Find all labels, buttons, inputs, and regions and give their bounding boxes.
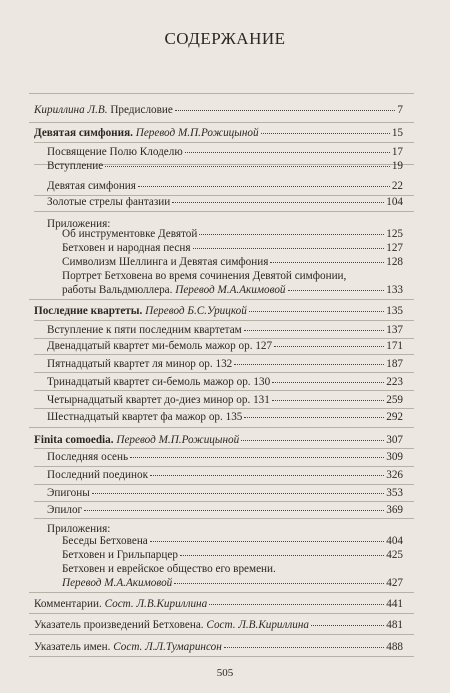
dot-leader <box>272 382 384 383</box>
toc-page-number: 259 <box>386 394 403 406</box>
toc-page-number: 309 <box>386 451 403 463</box>
toc-entry[interactable] <box>47 376 403 389</box>
toc-section-entry[interactable] <box>34 305 403 318</box>
section-divider <box>29 613 414 614</box>
dot-leader <box>150 541 384 542</box>
toc-page-number: 125 <box>386 228 403 240</box>
toc-entry[interactable] <box>62 577 403 590</box>
divider <box>34 390 414 391</box>
dot-leader <box>241 440 384 441</box>
toc-entry[interactable] <box>47 340 403 353</box>
divider <box>34 211 414 212</box>
toc-page-number: 137 <box>386 324 403 336</box>
dot-leader <box>261 133 390 134</box>
toc-page-number: 427 <box>386 577 403 589</box>
toc-page-number: 369 <box>386 504 403 516</box>
dot-leader <box>224 647 384 648</box>
toc-page-number: 127 <box>386 242 403 254</box>
dot-leader <box>272 400 384 401</box>
toc-entry-title: Девятая симфония <box>47 180 136 192</box>
toc-entry-title: Беседы Бетховена <box>62 535 148 547</box>
toc-entry[interactable] <box>62 242 403 255</box>
divider <box>34 501 414 502</box>
dot-leader <box>311 625 384 626</box>
toc-page-number: 104 <box>386 196 403 208</box>
toc-page-number: 441 <box>386 598 403 610</box>
divider <box>34 466 414 467</box>
toc-page-number: 223 <box>386 376 403 388</box>
section-divider <box>29 299 414 300</box>
toc-entry-title: работы Вальдмюллера. Перевод М.А.Акимовой <box>62 284 286 296</box>
divider <box>34 408 414 409</box>
toc-page-number: 15 <box>391 127 403 139</box>
divider <box>34 448 414 449</box>
page-title: СОДЕРЖАНИЕ <box>164 29 286 48</box>
dot-leader <box>175 110 396 111</box>
dot-leader <box>185 152 390 153</box>
dot-leader <box>150 475 384 476</box>
toc-entry-title: Бетховен и еврейское общество его времени. <box>62 563 276 575</box>
toc-section-entry[interactable] <box>34 434 403 447</box>
toc-page-number: 353 <box>386 487 403 499</box>
toc-page-number: 128 <box>386 256 403 268</box>
toc-entry[interactable] <box>62 549 403 562</box>
dot-leader <box>138 186 390 187</box>
dot-leader <box>234 364 384 365</box>
dot-leader <box>105 166 390 167</box>
toc-entry-title: Шестнадцатый квартет фа мажор ор. 135 <box>47 411 243 423</box>
toc-entry-title: Тринадцатый квартет си-бемоль мажор ор. 130 <box>47 376 271 388</box>
divider <box>34 372 414 373</box>
toc-entry-title: Посвящение Полю Клоделю <box>47 146 183 158</box>
toc-entry[interactable] <box>34 619 403 632</box>
toc-page-number: 17 <box>391 146 403 158</box>
dot-leader <box>92 493 384 494</box>
toc-entry[interactable] <box>47 451 403 464</box>
toc-page-number: 133 <box>386 284 403 296</box>
section-divider <box>29 592 414 593</box>
toc-entry-title: Finita comoedia. Перевод М.П.Рожицыной <box>34 434 240 446</box>
toc-entry-title: Бетховен и народная песня <box>62 242 191 254</box>
dot-leader <box>199 234 384 235</box>
dot-leader <box>174 583 384 584</box>
toc-entry-title: Последние квартеты. Перевод Б.С.Урицкой <box>34 305 247 317</box>
toc-entry[interactable] <box>47 358 403 371</box>
toc-page-number: 187 <box>386 358 403 370</box>
toc-entry-title: Перевод М.А.Акимовой <box>62 577 173 589</box>
toc-entry-title: Бетховен и Грильпарцер <box>62 549 178 561</box>
toc-entry[interactable] <box>62 228 403 241</box>
section-divider <box>29 122 414 123</box>
toc-entry[interactable] <box>47 411 403 424</box>
toc-entry[interactable] <box>47 394 403 407</box>
toc-entry-title: Указатель имен. Сост. Л.Л.Тумаринсон <box>34 641 222 653</box>
toc-entry[interactable] <box>47 196 403 209</box>
toc-entry[interactable] <box>34 598 403 611</box>
toc-page-number: 307 <box>386 434 403 446</box>
dot-leader <box>244 330 384 331</box>
toc-entry[interactable] <box>47 504 403 517</box>
section-divider <box>29 93 414 94</box>
toc-entry[interactable] <box>47 487 403 500</box>
section-divider <box>29 656 414 657</box>
toc-entry[interactable] <box>62 535 403 548</box>
divider <box>34 484 414 485</box>
toc-entry-title: Последняя осень <box>47 451 129 463</box>
toc-entry[interactable] <box>47 469 403 482</box>
dot-leader <box>84 510 384 511</box>
toc-entry[interactable] <box>34 104 403 117</box>
dot-leader <box>249 311 384 312</box>
toc-entry[interactable] <box>62 256 403 269</box>
toc-entry-title: Последний поединок <box>47 469 148 481</box>
toc-entry-title: Пятнадцатый квартет ля минор ор. 132 <box>47 358 233 370</box>
dot-leader <box>209 604 384 605</box>
toc-entry-title: Двенадцатый квартет ми-бемоль мажор ор. 127 <box>47 340 273 352</box>
dot-leader <box>130 457 384 458</box>
appendices-label: Приложения: <box>47 218 111 230</box>
toc-page-number: 135 <box>386 305 403 317</box>
toc-page-number: 481 <box>386 619 403 631</box>
toc-page-number: 425 <box>386 549 403 561</box>
divider <box>34 518 414 519</box>
toc-page-number: 171 <box>386 340 403 352</box>
dot-leader <box>270 262 384 263</box>
toc-page-number: 488 <box>386 641 403 653</box>
dot-leader <box>193 248 385 249</box>
toc-entry[interactable] <box>47 324 403 337</box>
divider <box>34 354 414 355</box>
toc-page-number: 19 <box>391 160 403 172</box>
toc-page-number: 7 <box>397 104 403 116</box>
toc-page-number: 326 <box>386 469 403 481</box>
dot-leader <box>274 346 384 347</box>
toc-entry-title: Девятая симфония. Перевод М.П.Рожицыной <box>34 127 259 139</box>
page-number: 505 <box>216 667 234 679</box>
appendices-label: Приложения: <box>47 523 111 535</box>
toc-entry-title: Эпигоны <box>47 487 90 499</box>
toc-entry[interactable] <box>47 146 403 159</box>
toc-entry-title: Указатель произведений Бетховена. Сост. Л.В.Кириллина <box>34 619 310 631</box>
toc-section-entry[interactable] <box>34 127 403 140</box>
toc-entry[interactable] <box>47 180 403 193</box>
dot-leader <box>244 417 384 418</box>
section-divider <box>29 634 414 635</box>
toc-entry-title: Эпилог <box>47 504 83 516</box>
toc-entry-title: Вступление <box>47 160 104 172</box>
dot-leader <box>172 202 384 203</box>
dot-leader <box>288 290 385 291</box>
divider <box>34 338 414 339</box>
toc-entry-title: Четырнадцатый квартет до-диез минор ор. 131 <box>47 394 270 406</box>
section-divider <box>29 427 414 428</box>
toc-entry[interactable] <box>34 641 403 654</box>
dot-leader <box>180 555 384 556</box>
divider <box>34 320 414 321</box>
toc-entry-title: Комментарии. Сост. Л.В.Кириллина <box>34 598 208 610</box>
toc-entry-title: Символизм Шеллинга и Девятая симфония <box>62 256 269 268</box>
toc-page-number: 22 <box>391 180 403 192</box>
toc-entry[interactable] <box>62 284 403 297</box>
toc-entry-title: Вступление к пяти последним квартетам <box>47 324 242 336</box>
divider <box>34 142 414 143</box>
toc-entry-title: Золотые стрелы фантазии <box>47 196 171 208</box>
toc-entry[interactable] <box>47 160 403 173</box>
toc-page-number: 404 <box>386 535 403 547</box>
toc-entry-title: Кириллина Л.В. Предисловие <box>34 104 173 116</box>
toc-page-number: 292 <box>386 411 403 423</box>
toc-entry-title: Портрет Бетховена во время сочинения Девятой симфонии, <box>62 270 347 282</box>
toc-entry-title: Об инструментовке Девятой <box>62 228 198 240</box>
